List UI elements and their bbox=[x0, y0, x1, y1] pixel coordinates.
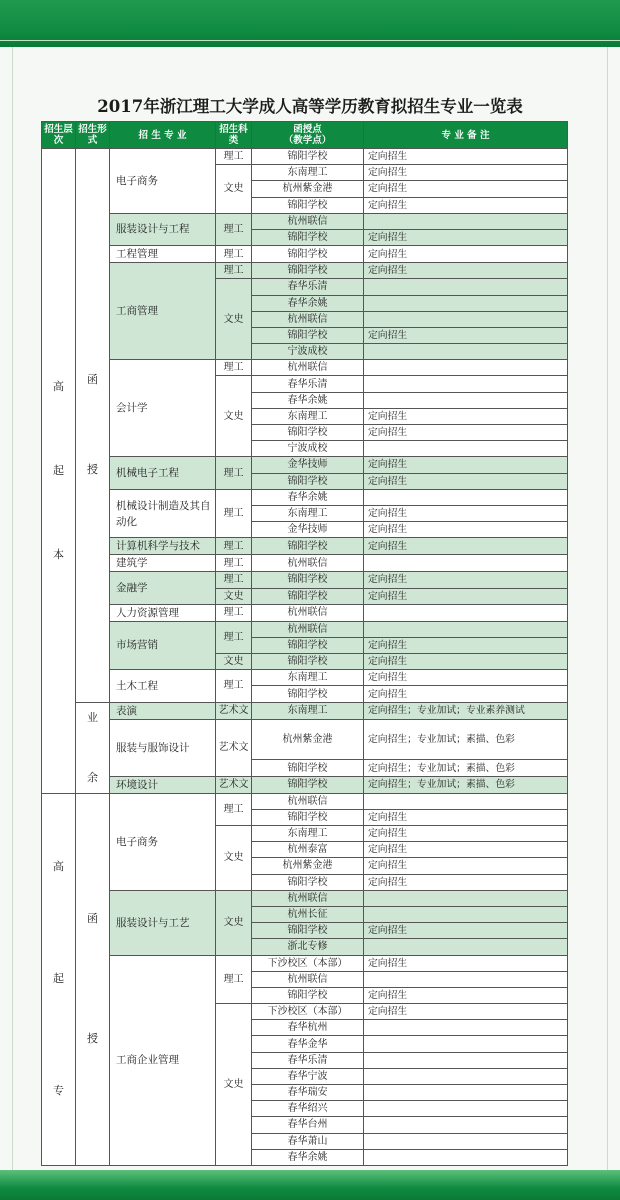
table-row bbox=[42, 719, 568, 760]
subject-cell: 文史 bbox=[216, 1004, 252, 1166]
subject-cell: 艺术文 bbox=[216, 776, 252, 793]
note-cell: 定向招生 bbox=[364, 923, 568, 939]
site-cell: 锦阳学校 bbox=[252, 776, 364, 793]
subject-cell: 理工 bbox=[216, 670, 252, 702]
form-cell: 函 授 bbox=[76, 149, 110, 703]
note-cell bbox=[364, 621, 568, 637]
site-cell: 东南理工 bbox=[252, 408, 364, 424]
subject-cell: 理工 bbox=[216, 955, 252, 1004]
subject-cell: 理工 bbox=[216, 489, 252, 538]
note-cell bbox=[364, 971, 568, 987]
note-cell: 定向招生 bbox=[364, 246, 568, 263]
note-cell bbox=[364, 441, 568, 457]
table-header-row bbox=[42, 122, 568, 149]
note-cell: 定向招生 bbox=[364, 165, 568, 181]
table-row bbox=[42, 489, 568, 505]
site-cell: 杭州联信 bbox=[252, 971, 364, 987]
subject-cell: 理工 bbox=[216, 213, 252, 245]
site-cell: 春华余姚 bbox=[252, 392, 364, 408]
table-row bbox=[42, 604, 568, 621]
subject-cell: 文史 bbox=[216, 279, 252, 360]
note-cell: 定向招生 bbox=[364, 263, 568, 279]
note-cell: 定向招生；专业加试；素描、色彩 bbox=[364, 776, 568, 793]
note-cell: 定向招生 bbox=[364, 457, 568, 473]
note-cell bbox=[364, 1149, 568, 1165]
subject-cell: 文史 bbox=[216, 654, 252, 670]
note-cell: 定向招生 bbox=[364, 588, 568, 604]
site-cell: 春华乐清 bbox=[252, 376, 364, 392]
site-cell: 东南理工 bbox=[252, 165, 364, 181]
form-cell: 函 授 bbox=[76, 793, 110, 1165]
note-cell: 定向招生 bbox=[364, 826, 568, 842]
note-cell bbox=[364, 793, 568, 809]
site-cell: 下沙校区（本部） bbox=[252, 1004, 364, 1020]
site-cell: 春华乐清 bbox=[252, 279, 364, 295]
note-cell: 定向招生 bbox=[364, 425, 568, 441]
site-cell: 杭州长征 bbox=[252, 906, 364, 922]
site-cell: 锦阳学校 bbox=[252, 229, 364, 245]
table-row bbox=[42, 793, 568, 809]
note-cell: 定向招生 bbox=[364, 327, 568, 343]
site-cell: 杭州联信 bbox=[252, 555, 364, 572]
major-cell: 机械电子工程 bbox=[110, 457, 216, 489]
subject-cell: 理工 bbox=[216, 263, 252, 279]
major-cell: 电子商务 bbox=[110, 793, 216, 890]
table-row bbox=[42, 360, 568, 376]
site-cell: 锦阳学校 bbox=[252, 538, 364, 555]
note-cell bbox=[364, 376, 568, 392]
major-cell: 建筑学 bbox=[110, 555, 216, 572]
site-cell: 锦阳学校 bbox=[252, 327, 364, 343]
table-row bbox=[42, 702, 568, 719]
note-cell: 定向招生 bbox=[364, 197, 568, 213]
major-cell: 市场营销 bbox=[110, 621, 216, 670]
subject-cell: 理工 bbox=[216, 572, 252, 588]
page-title: 2017年浙江理工大学成人高等学历教育拟招生专业一览表 bbox=[97, 97, 523, 116]
site-cell: 东南理工 bbox=[252, 826, 364, 842]
site-cell: 金华技师 bbox=[252, 522, 364, 538]
site-cell: 杭州紫金港 bbox=[252, 719, 364, 760]
major-cell: 土木工程 bbox=[110, 670, 216, 702]
site-cell: 东南理工 bbox=[252, 505, 364, 521]
site-cell: 杭州紫金港 bbox=[252, 858, 364, 874]
site-cell: 杭州联信 bbox=[252, 793, 364, 809]
header-site bbox=[252, 122, 364, 149]
site-cell: 锦阳学校 bbox=[252, 263, 364, 279]
major-cell: 机械设计制造及其自动化 bbox=[110, 489, 216, 538]
major-cell: 服装与服饰设计 bbox=[110, 719, 216, 776]
site-cell: 锦阳学校 bbox=[252, 572, 364, 588]
site-cell: 春华宁波 bbox=[252, 1068, 364, 1084]
note-cell: 定向招生 bbox=[364, 181, 568, 197]
site-cell: 锦阳学校 bbox=[252, 473, 364, 489]
site-cell: 春华台州 bbox=[252, 1117, 364, 1133]
right-rule bbox=[607, 47, 608, 1170]
header-site-main: 函授点 bbox=[293, 124, 322, 135]
note-cell: 定向招生 bbox=[364, 1004, 568, 1020]
header-form: 招生形式 bbox=[76, 122, 110, 149]
site-cell: 锦阳学校 bbox=[252, 874, 364, 890]
major-cell: 环境设计 bbox=[110, 776, 216, 793]
site-cell: 杭州联信 bbox=[252, 311, 364, 327]
note-cell: 定向招生 bbox=[364, 670, 568, 686]
note-cell bbox=[364, 295, 568, 311]
site-cell: 春华绍兴 bbox=[252, 1101, 364, 1117]
header-site-sub: （教学点） bbox=[283, 135, 332, 146]
table-row bbox=[42, 263, 568, 279]
note-cell bbox=[364, 311, 568, 327]
level-cell: 高 起 专 bbox=[42, 793, 76, 1165]
site-cell: 宁波成校 bbox=[252, 441, 364, 457]
level-cell: 高 起 本 bbox=[42, 149, 76, 794]
site-cell: 东南理工 bbox=[252, 670, 364, 686]
subject-cell: 理工 bbox=[216, 604, 252, 621]
subject-cell: 文史 bbox=[216, 165, 252, 214]
major-cell: 工商管理 bbox=[110, 263, 216, 360]
note-cell bbox=[364, 1068, 568, 1084]
site-cell: 杭州泰富 bbox=[252, 842, 364, 858]
site-cell: 杭州联信 bbox=[252, 360, 364, 376]
site-cell: 春华余姚 bbox=[252, 489, 364, 505]
table-row bbox=[42, 776, 568, 793]
site-cell: 春华瑞安 bbox=[252, 1085, 364, 1101]
note-cell bbox=[364, 344, 568, 360]
note-cell: 定向招生 bbox=[364, 408, 568, 424]
site-cell: 春华余姚 bbox=[252, 1149, 364, 1165]
major-cell: 会计学 bbox=[110, 360, 216, 457]
site-cell: 春华萧山 bbox=[252, 1133, 364, 1149]
subject-cell: 理工 bbox=[216, 246, 252, 263]
table-body bbox=[42, 149, 568, 1166]
site-cell: 金华技师 bbox=[252, 457, 364, 473]
site-cell: 锦阳学校 bbox=[252, 923, 364, 939]
subject-cell: 理工 bbox=[216, 457, 252, 489]
site-cell: 杭州紫金港 bbox=[252, 181, 364, 197]
major-cell: 计算机科学与技术 bbox=[110, 538, 216, 555]
table-row bbox=[42, 670, 568, 686]
subject-cell: 文史 bbox=[216, 588, 252, 604]
subject-cell: 理工 bbox=[216, 621, 252, 653]
site-cell: 锦阳学校 bbox=[252, 149, 364, 165]
site-cell: 杭州联信 bbox=[252, 213, 364, 229]
site-cell: 杭州联信 bbox=[252, 621, 364, 637]
note-cell: 定向招生；专业加试；素描、色彩 bbox=[364, 760, 568, 776]
site-cell: 锦阳学校 bbox=[252, 760, 364, 776]
table-row bbox=[42, 621, 568, 637]
site-cell: 杭州联信 bbox=[252, 890, 364, 906]
table-row bbox=[42, 572, 568, 588]
note-cell: 定向招生 bbox=[364, 987, 568, 1003]
site-cell: 锦阳学校 bbox=[252, 654, 364, 670]
note-cell: 定向招生 bbox=[364, 686, 568, 702]
note-cell bbox=[364, 1020, 568, 1036]
header-subject: 招生科类 bbox=[216, 122, 252, 149]
note-cell bbox=[364, 1133, 568, 1149]
note-cell: 定向招生 bbox=[364, 538, 568, 555]
note-cell: 定向招生 bbox=[364, 874, 568, 890]
major-cell: 工商企业管理 bbox=[110, 955, 216, 1165]
note-cell: 定向招生 bbox=[364, 654, 568, 670]
table-row bbox=[42, 213, 568, 229]
table-row bbox=[42, 457, 568, 473]
note-cell: 定向招生 bbox=[364, 505, 568, 521]
table-row bbox=[42, 555, 568, 572]
site-cell: 锦阳学校 bbox=[252, 425, 364, 441]
form-cell: 业 余 bbox=[76, 702, 110, 793]
major-cell: 电子商务 bbox=[110, 149, 216, 214]
note-cell bbox=[364, 1101, 568, 1117]
note-cell bbox=[364, 1117, 568, 1133]
site-cell: 春华乐清 bbox=[252, 1052, 364, 1068]
table-row bbox=[42, 246, 568, 263]
subject-cell: 文史 bbox=[216, 826, 252, 891]
subject-cell: 理工 bbox=[216, 538, 252, 555]
note-cell: 定向招生 bbox=[364, 572, 568, 588]
note-cell bbox=[364, 213, 568, 229]
top-banner-line bbox=[0, 40, 620, 41]
note-cell bbox=[364, 279, 568, 295]
site-cell: 下沙校区（本部） bbox=[252, 955, 364, 971]
table-row bbox=[42, 955, 568, 971]
note-cell: 定向招生 bbox=[364, 955, 568, 971]
site-cell: 春华杭州 bbox=[252, 1020, 364, 1036]
note-cell bbox=[364, 939, 568, 955]
note-cell: 定向招生 bbox=[364, 473, 568, 489]
note-cell: 定向招生 bbox=[364, 637, 568, 653]
site-cell: 锦阳学校 bbox=[252, 637, 364, 653]
subject-cell: 文史 bbox=[216, 376, 252, 457]
note-cell: 定向招生 bbox=[364, 522, 568, 538]
site-cell: 锦阳学校 bbox=[252, 588, 364, 604]
note-cell: 定向招生 bbox=[364, 858, 568, 874]
major-cell: 服装设计与工程 bbox=[110, 213, 216, 245]
subject-cell: 理工 bbox=[216, 555, 252, 572]
subject-cell: 理工 bbox=[216, 149, 252, 165]
major-cell: 金融学 bbox=[110, 572, 216, 604]
site-cell: 锦阳学校 bbox=[252, 246, 364, 263]
site-cell: 春华金华 bbox=[252, 1036, 364, 1052]
site-cell: 浙北专修 bbox=[252, 939, 364, 955]
site-cell: 杭州联信 bbox=[252, 604, 364, 621]
table-row bbox=[42, 890, 568, 906]
major-cell: 表演 bbox=[110, 702, 216, 719]
note-cell: 定向招生 bbox=[364, 149, 568, 165]
site-cell: 锦阳学校 bbox=[252, 809, 364, 825]
subject-cell: 艺术文 bbox=[216, 719, 252, 776]
note-cell bbox=[364, 1036, 568, 1052]
subject-cell: 艺术文 bbox=[216, 702, 252, 719]
note-cell bbox=[364, 604, 568, 621]
note-cell bbox=[364, 392, 568, 408]
note-cell bbox=[364, 360, 568, 376]
subject-cell: 理工 bbox=[216, 360, 252, 376]
site-cell: 锦阳学校 bbox=[252, 686, 364, 702]
note-cell bbox=[364, 1085, 568, 1101]
note-cell bbox=[364, 890, 568, 906]
header-note: 专 业 备 注 bbox=[364, 122, 568, 149]
note-cell bbox=[364, 489, 568, 505]
major-cell: 工程管理 bbox=[110, 246, 216, 263]
note-cell: 定向招生；专业加试；专业素养测试 bbox=[364, 702, 568, 719]
note-cell bbox=[364, 1052, 568, 1068]
site-cell: 锦阳学校 bbox=[252, 987, 364, 1003]
bottom-banner bbox=[0, 1170, 620, 1200]
left-rule bbox=[12, 47, 13, 1170]
top-banner bbox=[0, 0, 620, 47]
header-major: 招 生 专 业 bbox=[110, 122, 216, 149]
major-cell: 人力资源管理 bbox=[110, 604, 216, 621]
subject-cell: 文史 bbox=[216, 890, 252, 955]
note-cell: 定向招生 bbox=[364, 229, 568, 245]
site-cell: 锦阳学校 bbox=[252, 197, 364, 213]
site-cell: 宁波成校 bbox=[252, 344, 364, 360]
note-cell: 定向招生 bbox=[364, 809, 568, 825]
table-row bbox=[42, 149, 568, 165]
note-cell: 定向招生；专业加试；素描、色彩 bbox=[364, 719, 568, 760]
site-cell: 东南理工 bbox=[252, 702, 364, 719]
note-cell bbox=[364, 555, 568, 572]
header-level: 招生层次 bbox=[42, 122, 76, 149]
table-row bbox=[42, 538, 568, 555]
note-cell bbox=[364, 906, 568, 922]
note-cell: 定向招生 bbox=[364, 842, 568, 858]
subject-cell: 理工 bbox=[216, 793, 252, 825]
major-cell: 服装设计与工艺 bbox=[110, 890, 216, 955]
site-cell: 春华余姚 bbox=[252, 295, 364, 311]
enrollment-table bbox=[41, 121, 568, 1166]
